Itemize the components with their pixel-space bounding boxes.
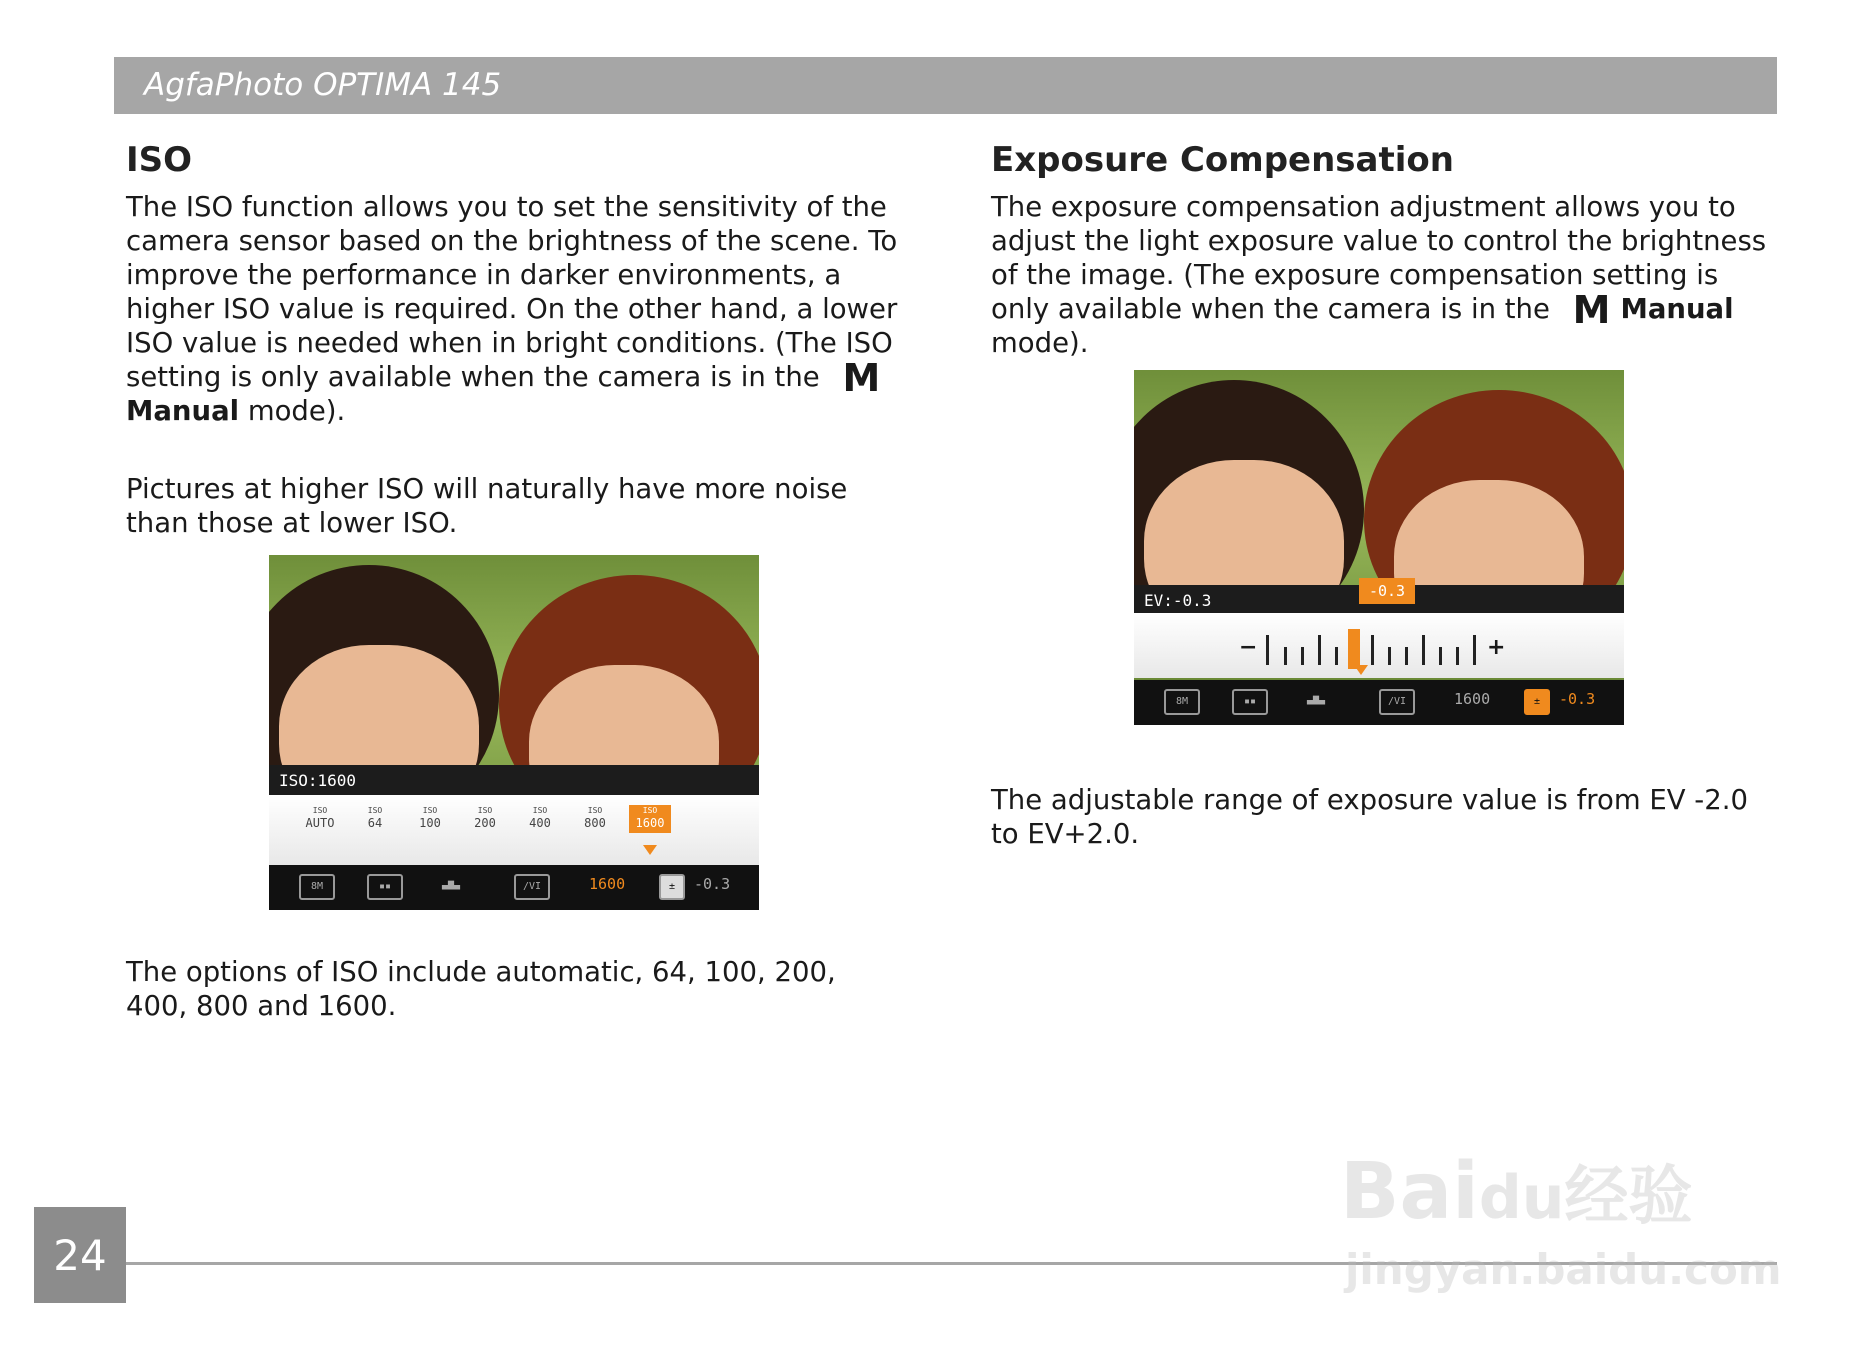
ev-slider-handle[interactable] bbox=[1348, 629, 1360, 669]
ev-value-badge: -0.3 bbox=[1359, 578, 1415, 604]
metering-icon[interactable]: ▃▆▃ bbox=[1306, 694, 1326, 705]
iso-option-64[interactable]: ISO 64 bbox=[367, 806, 383, 830]
exposure-heading: Exposure Compensation bbox=[991, 140, 1454, 180]
quality-icon[interactable]: ▪▪ bbox=[367, 874, 403, 900]
manual-mode-icon: M bbox=[842, 356, 879, 400]
iso-toolbar bbox=[269, 865, 759, 910]
iso-option-400[interactable]: ISO 400 bbox=[529, 806, 551, 830]
iso-option-1600[interactable]: ISO 1600 bbox=[629, 805, 671, 833]
iso-paragraph-3: The options of ISO include automatic, 64, 100, 200, 400, 800 and 1600. bbox=[126, 956, 836, 1022]
iso-value-icon[interactable]: 1600 bbox=[589, 875, 626, 893]
exposure-icon[interactable]: ± bbox=[659, 874, 685, 900]
exposure-para1-text: The exposure compensation adjustment allows you to adjust the light exposure value to control the brightness of the image. (The exposure compensation setting is only available when the camera is in the bbox=[991, 191, 1767, 325]
exposure-section bbox=[991, 140, 1771, 360]
white-balance-icon[interactable]: /VI bbox=[1379, 689, 1415, 715]
iso-option-200[interactable]: ISO 200 bbox=[474, 806, 496, 830]
manual-label: Manual bbox=[1620, 293, 1734, 325]
iso-option-100[interactable]: ISO 100 bbox=[419, 806, 441, 830]
watermark-brand: Baidu经验 bbox=[1340, 1147, 1693, 1237]
image-size-icon[interactable]: 8M bbox=[1164, 689, 1200, 715]
watermark-url: jingyan.baidu.com bbox=[1345, 1245, 1782, 1294]
page-header bbox=[114, 57, 1777, 114]
ev-scale-strip bbox=[1134, 613, 1624, 678]
ev-toolbar bbox=[1134, 680, 1624, 725]
iso-section bbox=[126, 140, 906, 540]
exposure-paragraph-1 bbox=[991, 190, 1771, 360]
iso-option-auto[interactable]: ISO AUTO bbox=[305, 806, 335, 830]
image-size-icon[interactable]: 8M bbox=[299, 874, 335, 900]
minus-sign: − bbox=[1239, 635, 1258, 660]
iso-option-800[interactable]: ISO 800 bbox=[584, 806, 606, 830]
selection-arrow-icon bbox=[643, 845, 657, 855]
iso-para1-end: mode). bbox=[247, 395, 346, 427]
exposure-icon[interactable]: ± bbox=[1524, 689, 1550, 715]
page-number: 24 bbox=[53, 1231, 107, 1280]
page-number-box bbox=[34, 1207, 126, 1303]
iso-value-icon[interactable]: 1600 bbox=[1454, 690, 1491, 708]
iso-status-label: ISO:1600 bbox=[279, 771, 357, 790]
baidu-watermark bbox=[1340, 1095, 1780, 1305]
iso-camera-screen bbox=[269, 555, 759, 910]
iso-status-bar bbox=[269, 765, 759, 795]
exposure-camera-screen bbox=[1134, 370, 1624, 725]
metering-icon[interactable]: ▃▆▃ bbox=[441, 879, 461, 890]
header-title: AgfaPhoto OPTIMA 145 bbox=[144, 67, 502, 103]
ev-value: -0.3 bbox=[694, 875, 731, 893]
ev-value: -0.3 bbox=[1559, 690, 1596, 708]
quality-icon[interactable]: ▪▪ bbox=[1232, 689, 1268, 715]
manual-label: Manual bbox=[126, 395, 240, 427]
iso-heading: ISO bbox=[126, 140, 193, 180]
exposure-paragraph-2: The adjustable range of exposure value is from EV -2.0 to EV+2.0. bbox=[991, 784, 1748, 850]
ev-scale[interactable] bbox=[1239, 633, 1506, 669]
white-balance-icon[interactable]: /VI bbox=[514, 874, 550, 900]
selection-arrow-icon bbox=[1354, 665, 1368, 675]
iso-paragraph-2: Pictures at higher ISO will naturally have more noise than those at lower ISO. bbox=[126, 473, 848, 539]
iso-paragraph-1 bbox=[126, 190, 906, 428]
iso-para1-text: The ISO function allows you to set the sensitivity of the camera sensor based on the brightness of the scene. To improve the performance in darker environments, a higher ISO value is required. On the other hand, a lower ISO value is needed when in bright conditions. (The ISO setting is only available when the camera is in the bbox=[126, 191, 898, 393]
exposure-para1-end: mode). bbox=[991, 327, 1089, 359]
ev-status-label: EV:-0.3 bbox=[1144, 591, 1212, 610]
iso-options-strip bbox=[269, 795, 759, 865]
plus-sign: + bbox=[1487, 635, 1506, 660]
manual-mode-icon: M bbox=[1572, 288, 1609, 332]
